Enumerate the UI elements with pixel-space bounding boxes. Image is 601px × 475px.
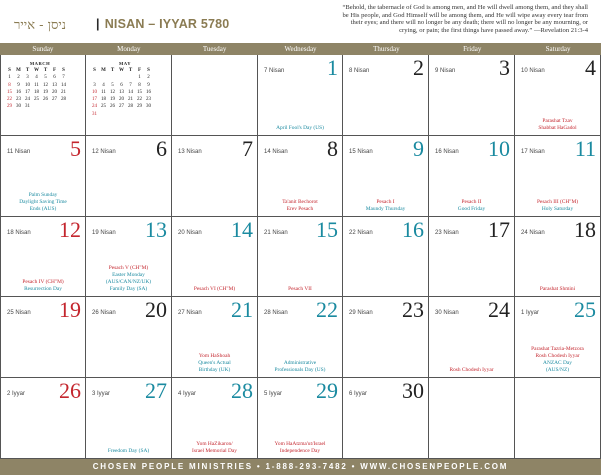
mini-calendar-day: 30 — [146, 104, 151, 110]
day-cell — [429, 217, 515, 297]
mini-calendar-day: 26 — [110, 104, 115, 110]
event-label: Ta'anit Bechorot — [282, 199, 318, 205]
mini-calendar-week — [90, 82, 160, 89]
event-label: Yom HaAtzma'ut/Israel — [274, 441, 326, 447]
event-label: Palm Sunday — [28, 192, 58, 198]
mini-calendar-week — [5, 103, 75, 110]
day-number: 14 — [231, 217, 253, 242]
event-label: Pesach III (CH"M) — [536, 199, 579, 205]
event-label: Rosh Chodesh Iyyar — [449, 367, 494, 373]
mini-calendar-day: 27 — [119, 104, 124, 110]
hebrew-date: 27 Nisan — [178, 310, 202, 316]
mini-calendar-day — [135, 111, 144, 118]
mini-calendar-day: 1 — [138, 75, 141, 81]
day-number: 10 — [488, 136, 510, 161]
hebrew-date: 25 Nisan — [7, 310, 31, 316]
day-number: 26 — [59, 378, 81, 403]
day-cell — [429, 297, 515, 378]
event-label: Pesach II — [461, 199, 482, 205]
mini-calendar-day: 25 — [101, 104, 106, 110]
weekday-header-row — [0, 43, 601, 55]
event-label: Parashat Tzav — [542, 118, 573, 124]
mini-calendar-day: 23 — [16, 97, 21, 103]
day-number: 27 — [145, 378, 167, 403]
day-cell — [343, 378, 429, 459]
month-title-text: NISAN – IYYAR 5780 — [104, 17, 230, 31]
empty-day-cell — [172, 55, 258, 136]
empty-day-cell — [429, 378, 515, 459]
event-label: April Fool's Day (US) — [276, 125, 324, 131]
day-number: 19 — [59, 297, 81, 322]
mini-calendar-day — [59, 103, 68, 110]
hebrew-date: 13 Nisan — [178, 149, 202, 155]
day-number: 21 — [231, 297, 253, 322]
mini-calendar-day: 24 — [25, 97, 30, 103]
event-label: Israel Memorial Day — [192, 448, 237, 454]
mini-calendar-day: 12 — [110, 89, 115, 95]
day-events — [174, 286, 255, 293]
mini-calendar-day: 17 — [25, 89, 30, 95]
day-events — [260, 360, 340, 374]
mini-calendar-day: 13 — [52, 82, 57, 88]
event-label: Freedom Day (SA) — [107, 448, 150, 454]
mini-calendar-day: 5 — [44, 75, 47, 81]
hebrew-date: 3 Iyyar — [92, 391, 111, 397]
hebrew-date: 10 Nisan — [521, 68, 545, 74]
day-number: 18 — [574, 217, 596, 242]
hebrew-date: 7 Nisan — [264, 68, 285, 74]
mini-weekday-letter: M — [101, 68, 106, 73]
mini-calendar-day: 21 — [128, 97, 133, 103]
hebrew-date: 14 Nisan — [264, 149, 288, 155]
day-events — [260, 441, 340, 455]
day-cell — [0, 217, 86, 297]
mini-calendar-day: 10 — [92, 89, 97, 95]
mini-calendar-day: 11 — [101, 89, 106, 95]
day-number: 20 — [145, 297, 167, 322]
day-cell — [343, 297, 429, 378]
day-number: 17 — [488, 217, 510, 242]
weekday-tuesday: Tuesday — [202, 45, 227, 53]
mini-calendar-week — [5, 74, 75, 81]
empty-day-cell — [515, 378, 601, 459]
event-label: Shabbat HaGadol — [538, 125, 577, 131]
mini-calendar-day: 14 — [128, 89, 133, 95]
title-separator: | — [96, 17, 100, 31]
event-label: Pesach V (CH"M) — [108, 265, 149, 271]
mini-calendar-day: 21 — [61, 89, 66, 95]
day-cell — [172, 297, 258, 378]
mini-calendar-day: 23 — [146, 97, 151, 103]
day-number: 28 — [231, 378, 253, 403]
event-label: Pesach IV (CH"M) — [22, 279, 64, 285]
event-label: Pesach VII — [288, 286, 312, 292]
mini-calendar-day: 15 — [137, 89, 142, 95]
event-label: ANZAC Day — [543, 360, 572, 366]
day-cell — [172, 378, 258, 459]
mini-calendar-day: 26 — [43, 97, 48, 103]
mini-calendar-day: 24 — [92, 104, 97, 110]
mini-calendar-day: 4 — [35, 75, 38, 81]
hebrew-date: 22 Nisan — [349, 230, 373, 236]
mini-calendar-day — [99, 74, 108, 81]
mini-calendar-day — [108, 111, 117, 118]
mini-calendar-day: 9 — [17, 82, 20, 88]
day-number: 1 — [327, 55, 338, 80]
mini-calendar-day: 22 — [7, 97, 12, 103]
mini-calendar-day — [117, 111, 126, 118]
mini-calendar-day: 6 — [53, 75, 56, 81]
mini-calendar-day: 16 — [146, 89, 151, 95]
hebrew-month-title: ניסן - אייר — [14, 18, 67, 33]
day-events — [174, 441, 255, 455]
mini-calendar-weekdays — [90, 67, 160, 74]
weekday-wednesday: Wednesday — [284, 45, 317, 53]
mini-calendar-day: 19 — [110, 97, 115, 103]
event-label: Birthday (UK) — [198, 367, 231, 373]
event-label: Pesach VI (CH"M) — [193, 286, 236, 292]
event-label: Yom HaShoah — [198, 353, 231, 359]
mini-calendar-day: 28 — [128, 104, 133, 110]
mini-calendar-title: MAY — [118, 61, 132, 66]
mini-calendar-day: 22 — [137, 97, 142, 103]
day-cell — [429, 55, 515, 136]
mini-weekday-letter: F — [52, 68, 57, 73]
day-cell — [86, 217, 172, 297]
day-number: 11 — [574, 136, 596, 161]
mini-calendar-week — [90, 103, 160, 110]
mini-weekday-letter: W — [119, 68, 124, 73]
event-label: Yom HaZikaron/ — [196, 441, 233, 447]
mini-calendar-may — [90, 61, 160, 118]
event-label: Administrative — [283, 360, 317, 366]
hebrew-date: 1 Iyyar — [521, 310, 540, 316]
mini-calendar-day: 29 — [7, 104, 12, 110]
mini-calendar-day: 1 — [8, 75, 11, 81]
day-events — [517, 286, 598, 293]
mini-calendar-day: 18 — [101, 97, 106, 103]
event-label: Independence Day — [279, 448, 321, 454]
day-cell — [515, 297, 601, 378]
event-label: Daylight Saving Time — [19, 199, 67, 205]
day-cell — [258, 297, 343, 378]
mini-weekday-letter: S — [147, 68, 150, 73]
day-number: 22 — [316, 297, 338, 322]
hebrew-date: 23 Nisan — [435, 230, 459, 236]
event-label: Good Friday — [457, 206, 486, 212]
day-cell — [0, 378, 86, 459]
mini-weekday-letter: T — [128, 68, 133, 73]
mini-calendar-day — [144, 111, 153, 118]
weekday-thursday: Thursday — [373, 45, 400, 53]
mini-calendar-day: 2 — [17, 75, 20, 81]
month-title — [96, 17, 229, 31]
event-label: Rosh Chodesh Iyyar — [535, 353, 580, 359]
hebrew-date: 17 Nisan — [521, 149, 545, 155]
mini-calendar-day: 13 — [119, 89, 124, 95]
mini-calendar-day: 15 — [7, 89, 12, 95]
day-number: 15 — [316, 217, 338, 242]
mini-calendar-cell — [0, 55, 86, 136]
day-number: 3 — [499, 55, 510, 80]
mini-calendar-day: 8 — [138, 82, 141, 88]
hebrew-date: 18 Nisan — [7, 230, 31, 236]
event-label: Professionals Day (US) — [274, 367, 326, 373]
hebrew-date: 26 Nisan — [92, 310, 116, 316]
day-cell — [172, 136, 258, 217]
weekday-sunday: Sunday — [32, 45, 54, 53]
day-events — [260, 286, 340, 293]
weekday-saturday: Saturday — [545, 45, 571, 53]
hebrew-date: 21 Nisan — [264, 230, 288, 236]
hebrew-date: 29 Nisan — [349, 310, 373, 316]
hebrew-date: 12 Nisan — [92, 149, 116, 155]
day-cell — [258, 55, 343, 136]
day-cell — [343, 55, 429, 136]
mini-calendar-day: 31 — [92, 111, 97, 117]
day-number: 6 — [156, 136, 167, 161]
day-events — [260, 125, 340, 132]
mini-calendar-day: 9 — [147, 82, 150, 88]
day-cell — [515, 55, 601, 136]
mini-calendar-day: 7 — [62, 75, 65, 81]
mini-weekday-letter: M — [16, 68, 21, 73]
hebrew-date: 5 Iyyar — [264, 391, 283, 397]
day-number: 24 — [488, 297, 510, 322]
mini-calendar-day: 28 — [61, 97, 66, 103]
mini-calendar-week — [5, 89, 75, 96]
hebrew-date: 28 Nisan — [264, 310, 288, 316]
day-number: 5 — [70, 136, 81, 161]
day-number: 8 — [327, 136, 338, 161]
day-cell — [343, 217, 429, 297]
day-number: 12 — [59, 217, 81, 242]
day-events — [345, 199, 426, 213]
day-events — [517, 199, 598, 213]
mini-calendar-day: 18 — [34, 89, 39, 95]
day-events — [3, 192, 83, 213]
day-number: 25 — [574, 297, 596, 322]
mini-calendar-day: 11 — [34, 82, 39, 88]
mini-calendar-day: 16 — [16, 89, 21, 95]
day-events — [174, 353, 255, 374]
mini-calendar-day: 27 — [52, 97, 57, 103]
mini-calendar-day — [32, 103, 41, 110]
hebrew-date: 6 Iyyar — [349, 391, 368, 397]
day-cell — [0, 297, 86, 378]
mini-calendar-cell — [86, 55, 172, 136]
event-label: Parashat Shmini — [539, 286, 576, 292]
day-cell — [515, 217, 601, 297]
calendar-header — [0, 0, 601, 41]
mini-calendar-day — [126, 111, 135, 118]
mini-weekday-letter: T — [25, 68, 30, 73]
mini-calendar-day — [108, 74, 117, 81]
ministry-footer: CHOSEN PEOPLE MINISTRIES • 1-888-293-7482 • WWW.CHOSENPEOPLE.COM — [0, 459, 601, 475]
mini-calendar-day: 3 — [26, 75, 29, 81]
day-number: 4 — [585, 55, 596, 80]
mini-weekday-letter: S — [8, 68, 11, 73]
mini-calendar-day: 6 — [120, 82, 123, 88]
mini-calendar-day: 4 — [102, 82, 105, 88]
event-label: (AUS/CAN/NZ/UK) — [105, 279, 152, 285]
mini-calendar-day: 25 — [34, 97, 39, 103]
calendar-grid — [0, 55, 601, 459]
event-label: Ends (AUS) — [29, 206, 57, 212]
mini-weekday-letter: F — [137, 68, 142, 73]
mini-calendar-day: 3 — [93, 82, 96, 88]
event-label: Queen's Actual — [198, 360, 231, 366]
day-number: 13 — [145, 217, 167, 242]
day-events — [3, 279, 83, 293]
day-cell — [258, 378, 343, 459]
hebrew-date: 11 Nisan — [7, 149, 31, 155]
day-cell — [86, 136, 172, 217]
mini-calendar-week — [90, 96, 160, 103]
hebrew-date: 16 Nisan — [435, 149, 459, 155]
mini-calendar-day: 5 — [111, 82, 114, 88]
mini-calendar-weekdays — [5, 67, 75, 74]
event-label: Easter Monday — [112, 272, 145, 278]
day-cell — [515, 136, 601, 217]
day-cell — [172, 217, 258, 297]
mini-calendar-day: 20 — [119, 97, 124, 103]
event-label: (AUS/NZ) — [545, 367, 570, 373]
weekday-monday: Monday — [117, 45, 141, 53]
mini-calendar-day — [90, 74, 99, 81]
event-label: Maundy Thursday — [365, 206, 406, 212]
day-number: 30 — [402, 378, 424, 403]
day-cell — [429, 136, 515, 217]
mini-calendar-day: 20 — [52, 89, 57, 95]
mini-calendar-week — [90, 89, 160, 96]
day-cell — [258, 136, 343, 217]
mini-calendar-day: 14 — [61, 82, 66, 88]
mini-weekday-letter: S — [62, 68, 65, 73]
mini-calendar-day: 30 — [16, 104, 21, 110]
mini-calendar-week — [5, 96, 75, 103]
mini-calendar-day: 19 — [43, 89, 48, 95]
verse-line: be His people, and God Himself will be among them, and He will wipe away every tear from — [342, 11, 588, 19]
mini-calendar-day — [99, 111, 108, 118]
event-label: Parashat Tazria-Metzora — [531, 346, 584, 352]
mini-calendar-day: 7 — [129, 82, 132, 88]
mini-calendar-day: 29 — [137, 104, 142, 110]
day-events — [431, 199, 512, 213]
event-label: Pesach I — [376, 199, 395, 205]
hebrew-date: 19 Nisan — [92, 230, 116, 236]
day-events — [88, 265, 169, 293]
day-cell — [258, 217, 343, 297]
day-cell — [86, 297, 172, 378]
hebrew-date: 20 Nisan — [178, 230, 202, 236]
day-number: 29 — [316, 378, 338, 403]
mini-calendar-week — [5, 82, 75, 89]
mini-calendar-day: 17 — [92, 97, 97, 103]
mini-calendar-title: MARCH — [29, 61, 51, 66]
day-events — [517, 118, 598, 132]
day-events — [260, 199, 340, 213]
mini-weekday-letter: W — [34, 68, 39, 73]
day-number: 7 — [242, 136, 253, 161]
mini-calendar-day: 2 — [147, 75, 150, 81]
hebrew-date: 30 Nisan — [435, 310, 459, 316]
day-number: 9 — [413, 136, 424, 161]
mini-weekday-letter: T — [43, 68, 48, 73]
day-cell — [0, 136, 86, 217]
event-label: Family Day (SA) — [109, 286, 148, 292]
scripture-verse — [246, 4, 588, 34]
hebrew-date: 24 Nisan — [521, 230, 545, 236]
mini-calendar-march — [5, 61, 75, 111]
event-label: Resurrection Day — [24, 286, 62, 292]
hebrew-date: 9 Nisan — [435, 68, 456, 74]
verse-line: “Behold, the tabernacle of God is among men, and He will dwell among them, and they shall — [342, 4, 588, 11]
day-events — [517, 346, 598, 374]
mini-weekday-letter: T — [110, 68, 115, 73]
event-label: Erev Pesach — [286, 206, 314, 212]
hebrew-date: 4 Iyyar — [178, 391, 197, 397]
day-number: 16 — [402, 217, 424, 242]
day-number: 2 — [413, 55, 424, 80]
day-events — [431, 367, 512, 374]
mini-calendar-week — [90, 74, 160, 81]
mini-calendar-week — [90, 111, 160, 118]
day-events — [88, 448, 169, 455]
mini-calendar-day — [50, 103, 59, 110]
mini-calendar-day: 12 — [43, 82, 48, 88]
hebrew-date: 15 Nisan — [349, 149, 373, 155]
mini-calendar-day — [117, 74, 126, 81]
verse-line: crying, or pain; the first things have passed away.” —Revelation 21:3-4 — [399, 26, 588, 34]
mini-calendar-day: 31 — [25, 104, 30, 110]
day-number: 23 — [402, 297, 424, 322]
mini-calendar-day: 10 — [25, 82, 30, 88]
verse-line: their eyes; and there will no longer be any death; there will no longer be any mourning, or — [350, 19, 588, 27]
hebrew-date: 8 Nisan — [349, 68, 370, 74]
hebrew-date: 2 Iyyar — [7, 391, 26, 397]
mini-weekday-letter: S — [93, 68, 96, 73]
weekday-friday: Friday — [463, 45, 482, 53]
mini-calendar-day — [41, 103, 50, 110]
mini-calendar-day — [126, 74, 135, 81]
day-cell — [343, 136, 429, 217]
mini-calendar-day: 8 — [8, 82, 11, 88]
day-cell — [86, 378, 172, 459]
event-label: Holy Saturday — [541, 206, 574, 212]
